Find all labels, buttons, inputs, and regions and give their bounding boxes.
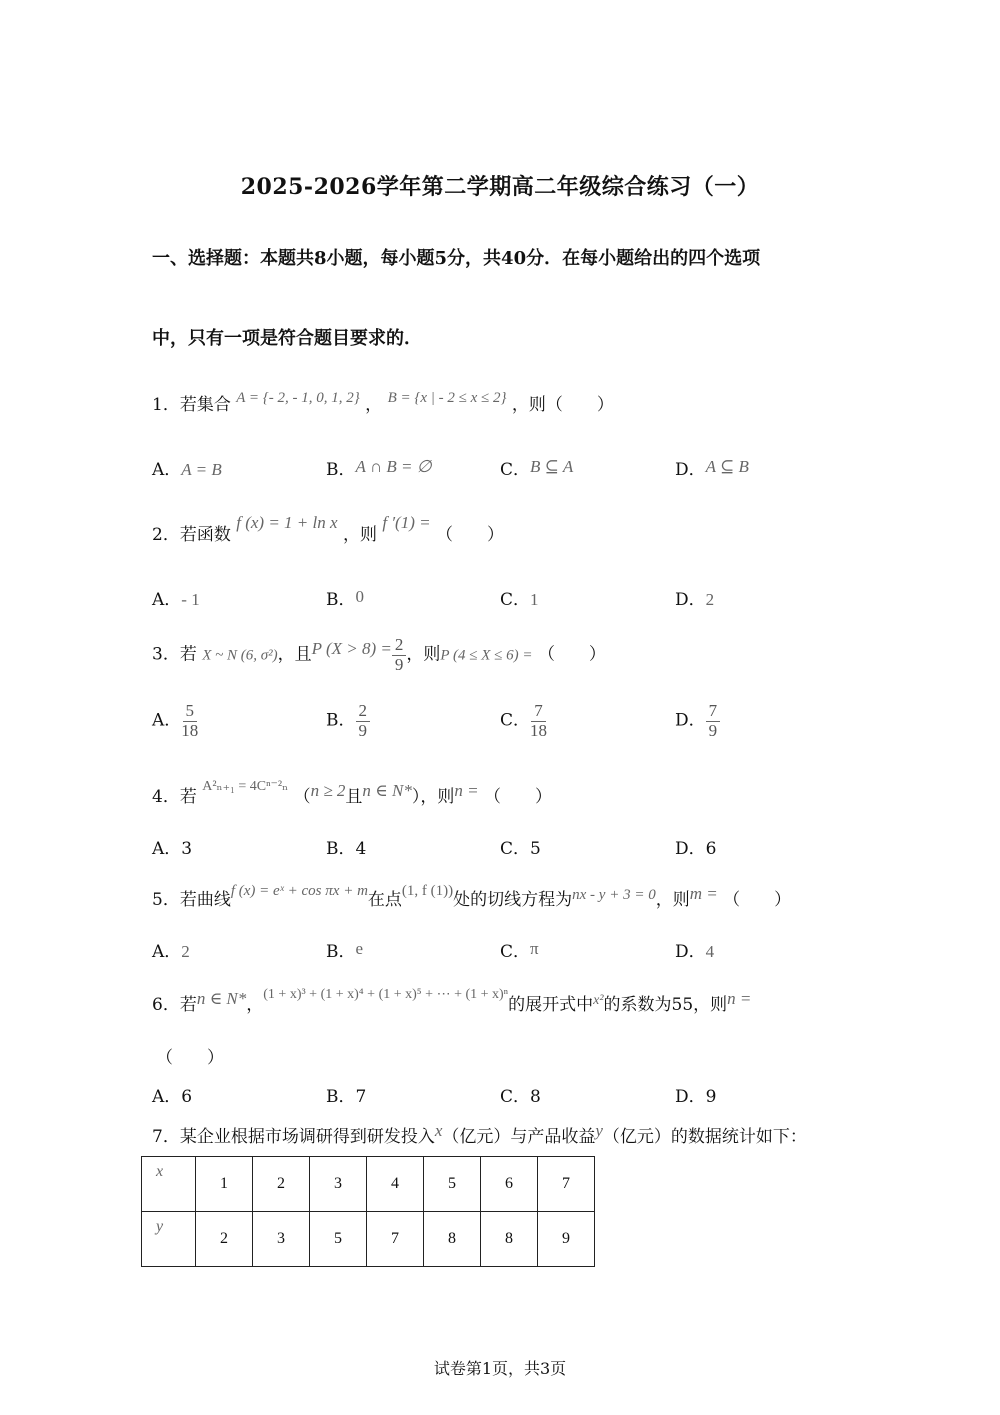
table-cell: 6 [481, 1157, 538, 1212]
page-footer: 试卷第1页，共3页 [433, 1359, 567, 1378]
table-cell: 2 [196, 1212, 253, 1267]
table-header-y: y [142, 1212, 196, 1267]
q6-paren: （ ） [156, 1048, 224, 1068]
q4-option-b: B．4 [326, 839, 367, 859]
q7-suffix: （亿元）的数据统计如下： [602, 1127, 807, 1147]
q4-condition-1: n ≥ 2 [310, 781, 346, 800]
q4-condition-2: n ∈ N* [362, 781, 412, 800]
q6-comma: ， [246, 995, 264, 1015]
q6-option-d: D．9 [675, 1087, 717, 1107]
table-header-x: x [142, 1157, 196, 1212]
table-cell: 2 [253, 1157, 310, 1212]
table-cell: 8 [424, 1212, 481, 1267]
q2-option-c: C．1 [500, 590, 539, 610]
q2-prefix: 2．若函数 [152, 525, 231, 545]
q2-derivative: f ′(1) = [382, 513, 431, 532]
q4-paren-open: （ [293, 787, 311, 807]
q6-option-b: B．7 [326, 1087, 367, 1107]
q3-fraction: $\frac{2}{9}$ [392, 636, 407, 674]
q7-prefix: 7．某企业根据市场调研得到研发投入 [152, 1127, 435, 1147]
q2-option-b: B．0 [326, 587, 364, 610]
q3-option-b: B． $\frac{2}{9}$ [326, 702, 370, 740]
section-instructions-line2: 中，只有一项是符合题目要求的． [152, 328, 422, 349]
table-cell: 8 [481, 1212, 538, 1267]
table-cell: 1 [196, 1157, 253, 1212]
table-row [142, 1157, 595, 1212]
q3-probability: P (X > 8) = [311, 638, 392, 658]
question-3 [152, 636, 852, 674]
q1-option-c: C．B ⊆ A [500, 457, 574, 480]
q6-prefix: 6．若 [152, 995, 197, 1015]
q2-option-d: D．2 [675, 590, 715, 610]
table-cell: 3 [310, 1157, 367, 1212]
q7-y: y [595, 1121, 603, 1140]
q2-mid: ，则 [342, 525, 377, 545]
question-5 [152, 885, 852, 910]
q3-prefix: 3．若 [152, 644, 197, 665]
q6-expression: (1 + x)³ + (1 + x)⁴ + (1 + x)⁵ + ⋯ + (1 + x)ⁿ [263, 987, 509, 1002]
data-table [141, 1156, 595, 1267]
q5-option-a: A．2 [152, 942, 190, 962]
q4-equation: A²ₙ₊₁ = 4Cⁿ⁻²ₙ [202, 779, 289, 794]
q7-mid: （亿元）与产品收益 [442, 1127, 596, 1147]
q2-option-a: A．- 1 [152, 590, 200, 610]
q4-option-a: A．3 [152, 839, 193, 859]
q1-option-b: B．A ∩ B = ∅ [326, 457, 432, 480]
table-cell: 9 [538, 1212, 595, 1267]
q5-function: f (x) = eˣ + cos πx + m [230, 883, 368, 899]
q1-option-d: D．A ⊆ B [675, 457, 749, 480]
question-2 [152, 513, 852, 545]
q3-suffix: （ ） [537, 644, 606, 665]
q4-and: 且 [345, 787, 363, 807]
q1-set-b: B = {x | - 2 ≤ x ≤ 2} [387, 390, 507, 406]
q3-mid2: ，则 [406, 644, 441, 665]
q3-distribution: X ~ N (6, σ²) [202, 647, 278, 664]
q5-suffix: （ ） [723, 890, 792, 910]
q5-prefix: 5．若曲线 [152, 890, 231, 910]
question-7 [152, 1122, 852, 1147]
q3-option-d: D． $\frac{7}{9}$ [675, 702, 720, 740]
table-cell: 7 [538, 1157, 595, 1212]
section-instructions-line1: 一、选择题：本题共8小题，每小题5分，共40分．在每小题给出的四个选项 [152, 248, 761, 269]
q7-x: x [434, 1121, 443, 1140]
question-1 [152, 390, 852, 415]
exam-title: 2025-2026学年第二学期高二年级综合练习（一） [240, 174, 760, 200]
table-row [142, 1212, 595, 1267]
q6-option-c: C．8 [500, 1087, 541, 1107]
q4-option-c: C．5 [500, 839, 541, 859]
table-cell: 7 [367, 1212, 424, 1267]
q2-function: f (x) = 1 + ln x [236, 513, 338, 532]
q4-paren-close: ），则 [411, 787, 455, 807]
q6-mid1: 的展开式中 [508, 995, 594, 1015]
q5-tangent: nx - y + 3 = 0 [572, 887, 656, 903]
q1-comma: ， [365, 395, 383, 415]
q5-option-b: B．e [326, 939, 364, 962]
q6-option-a: A．6 [152, 1087, 193, 1107]
q1-set-a: A = {- 2, - 1, 0, 1, 2} [236, 390, 360, 406]
q4-ask: n = [454, 781, 479, 800]
q1-option-a: A．A = B [152, 460, 222, 480]
q6-mid2: 的系数为55，则 [603, 995, 728, 1015]
q2-suffix: （ ） [436, 525, 505, 545]
q4-option-d: D．6 [675, 839, 717, 859]
question-4 [152, 779, 852, 807]
q6-ask: n = [727, 989, 752, 1008]
q5-mid1: 在点 [367, 890, 402, 910]
q3-ask: P (4 ≤ X ≤ 6) = [440, 647, 533, 664]
q5-point: (1, f (1)) [401, 883, 454, 899]
q5-mid2: 处的切线方程为 [453, 890, 573, 910]
table-cell: 4 [367, 1157, 424, 1212]
q4-suffix: （ ） [483, 787, 552, 807]
q3-option-a: A． $\frac{5}{18}$ [152, 701, 199, 740]
q6-term: x² [593, 993, 604, 1008]
q5-ask: m = [689, 884, 718, 903]
q6-condition: n ∈ N* [196, 989, 247, 1008]
question-6 [152, 987, 852, 1015]
q4-prefix: 4．若 [152, 787, 197, 807]
q5-mid3: ，则 [655, 890, 690, 910]
q1-suffix: ，则（ ） [511, 395, 614, 415]
q5-option-c: C．π [500, 939, 539, 962]
q1-prefix: 1．若集合 [152, 395, 231, 415]
q5-option-d: D．4 [675, 942, 715, 962]
table-cell: 3 [253, 1212, 310, 1267]
q3-mid1: ，且 [277, 644, 312, 665]
q3-option-c: C． $\frac{7}{18}$ [500, 701, 548, 740]
table-cell: 5 [424, 1157, 481, 1212]
table-cell: 5 [310, 1212, 367, 1267]
